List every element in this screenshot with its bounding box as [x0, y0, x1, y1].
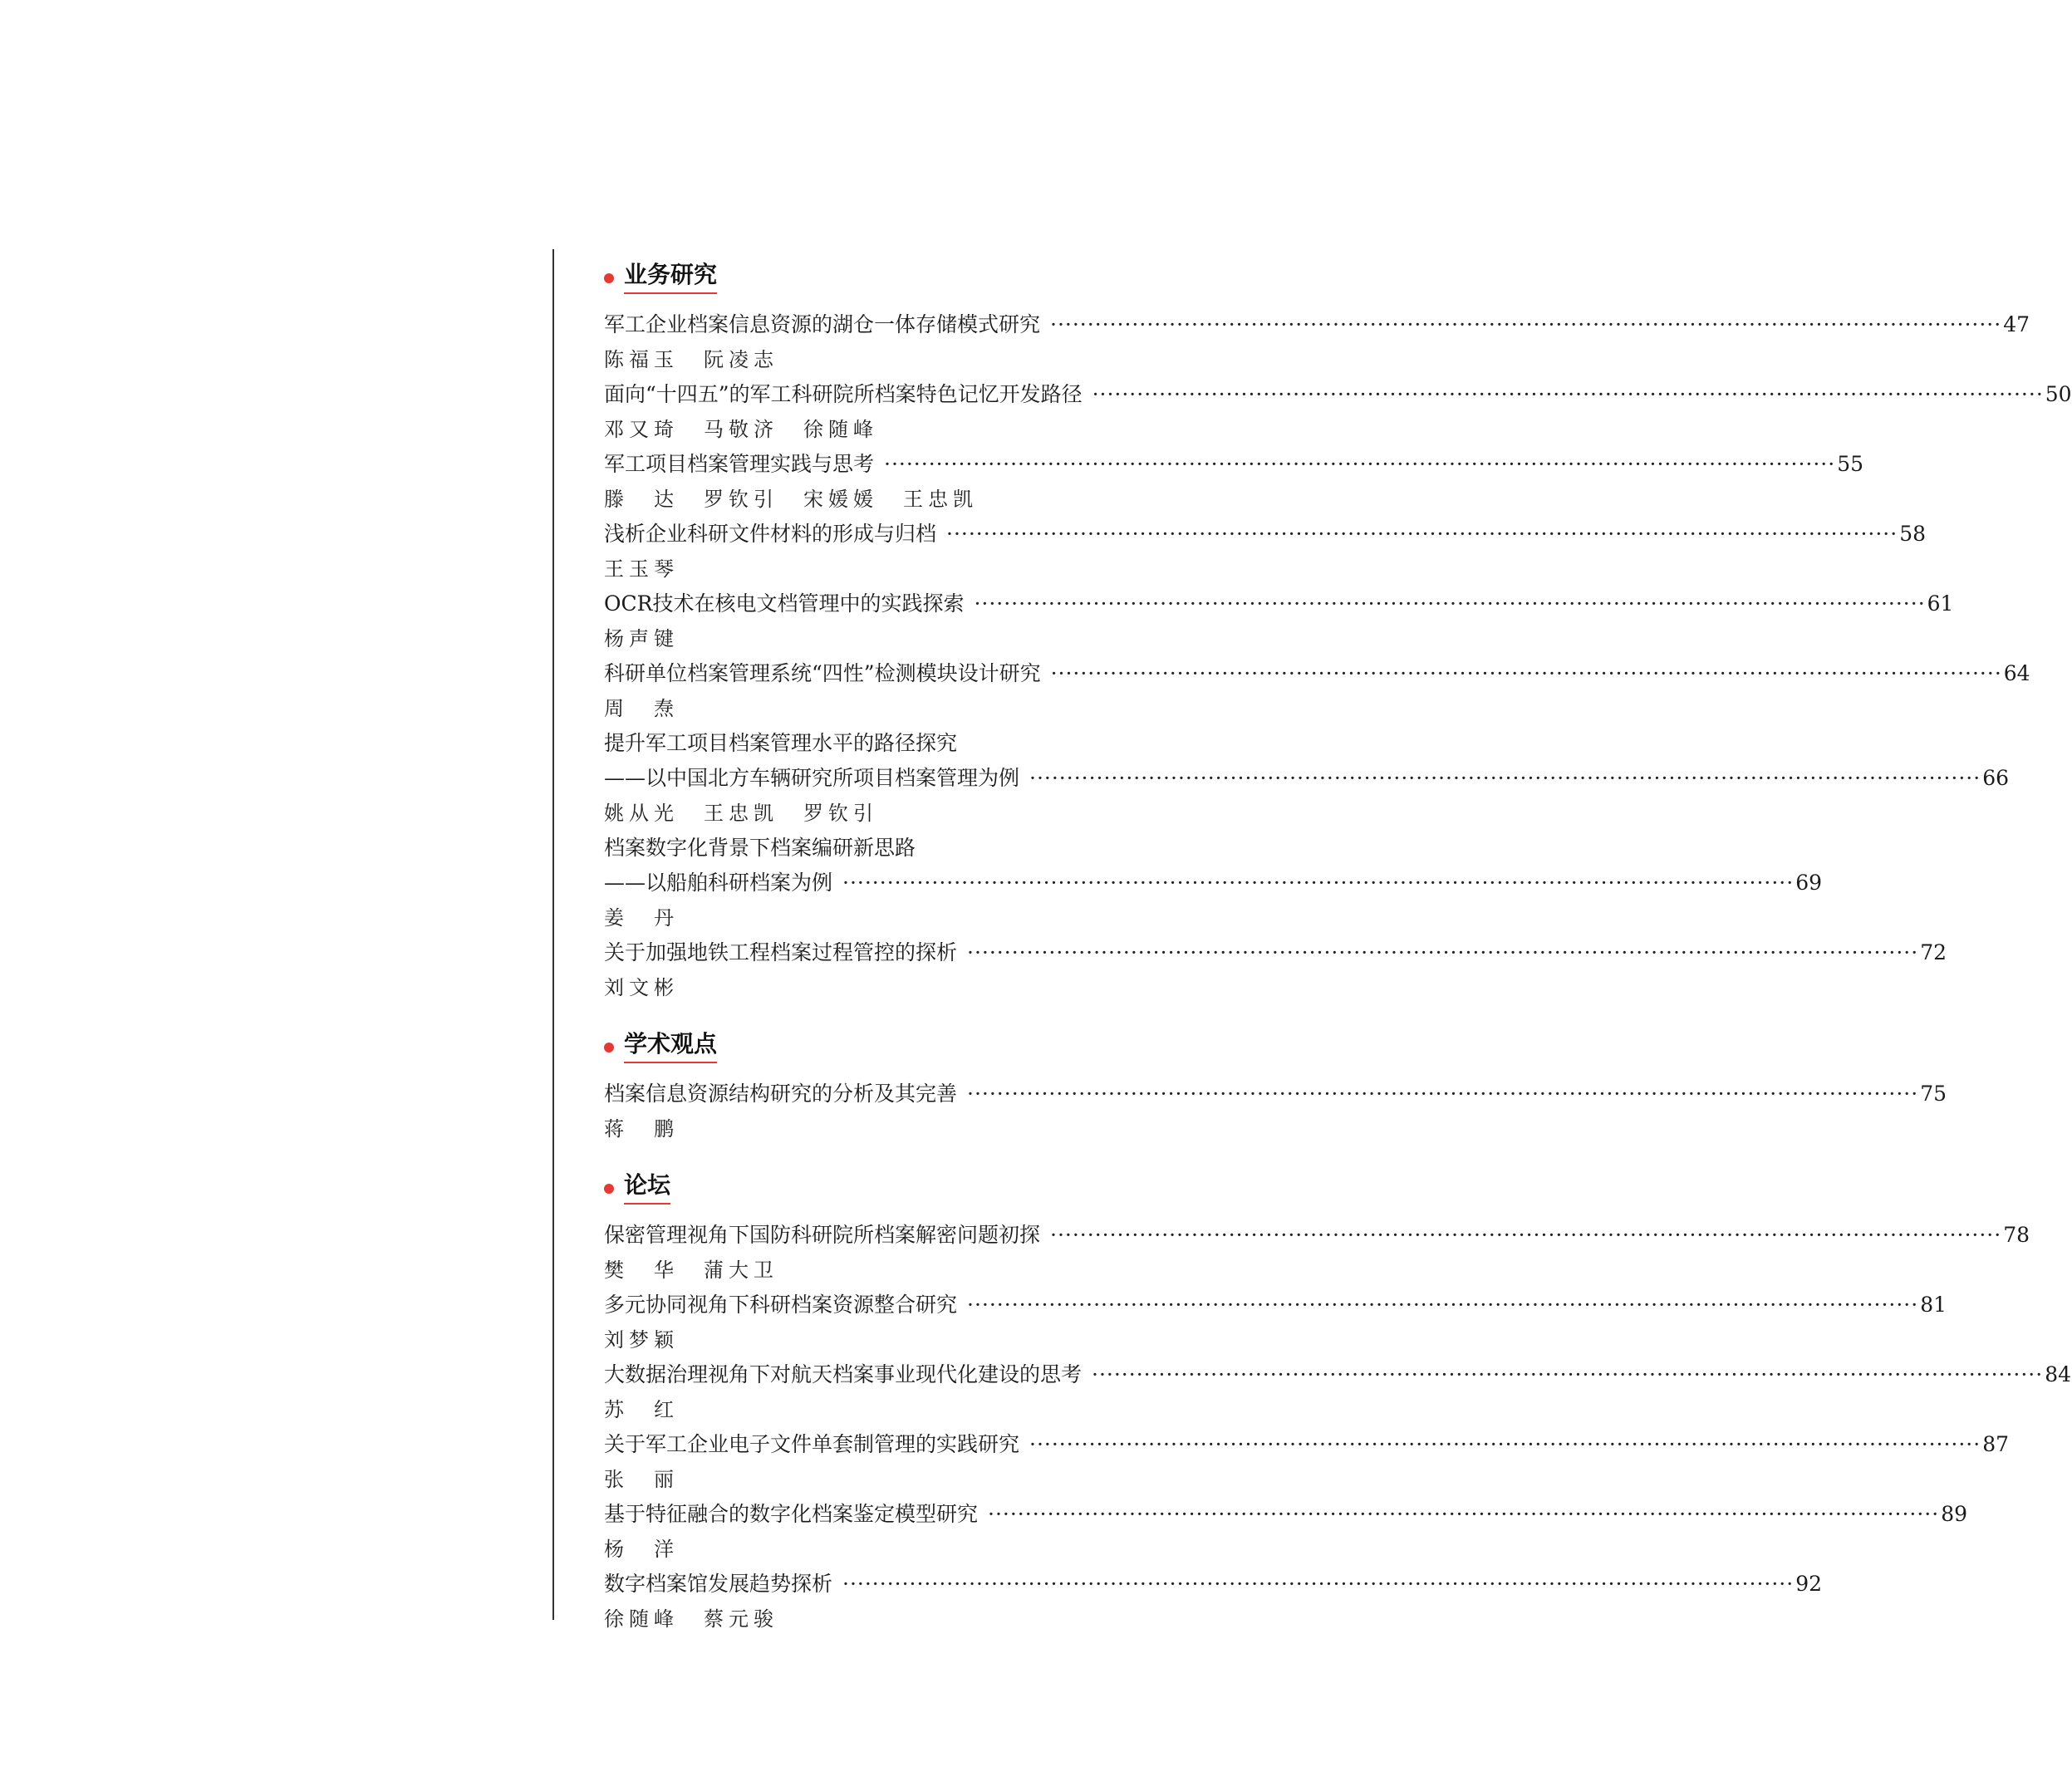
dot-leader	[1092, 377, 2044, 412]
entry-title-line	[604, 447, 1864, 482]
toc-entry[interactable]	[604, 831, 1823, 935]
page-number: 89	[1941, 1502, 1968, 1526]
entry-title: 面向“十四五”的军工科研院所档案特色记忆开发路径	[604, 382, 1083, 406]
dot-leader	[842, 1567, 1794, 1602]
entry-authors: 邓又琦 马敬济 徐随峰	[604, 418, 878, 441]
toc-entry[interactable]	[604, 1288, 1947, 1357]
entry-title-line	[604, 1497, 1968, 1532]
dot-leader	[967, 1077, 1918, 1111]
entry-title: 大数据治理视角下对航天档案事业现代化建设的思考	[604, 1362, 1083, 1386]
section-header	[604, 1028, 1187, 1067]
entry-authors: 蒋 鹏	[604, 1117, 679, 1141]
table-of-contents	[604, 259, 2072, 1660]
dot-leader	[1051, 656, 2002, 691]
red-bullet-icon	[604, 1184, 614, 1194]
section-header	[604, 1170, 1187, 1208]
dot-leader	[988, 1497, 1939, 1532]
entry-authors: 杨声键	[604, 627, 679, 650]
entry-title: 档案数字化背景下档案编研新思路	[604, 836, 916, 860]
entry-authors: 滕 达 罗钦引 宋媛媛 王忠凯	[604, 488, 978, 511]
red-bullet-icon	[604, 1043, 614, 1053]
entry-title-line	[604, 1288, 1947, 1322]
dot-leader	[1029, 1427, 1981, 1462]
red-bullet-icon	[604, 273, 614, 283]
toc-entry[interactable]	[604, 517, 1927, 586]
dot-leader	[946, 517, 1898, 552]
dot-leader	[1029, 761, 1981, 796]
entry-title-line	[604, 656, 2030, 691]
entry-authors: 刘梦颖	[604, 1328, 679, 1352]
page-number: 55	[1837, 452, 1864, 476]
toc-entry[interactable]	[604, 1218, 2030, 1288]
entry-title: 关于加强地铁工程档案过程管控的探析	[604, 940, 958, 964]
page-number: 69	[1795, 871, 1823, 895]
vertical-rule	[552, 249, 554, 1620]
entry-authors: 姚从光 王忠凯 罗钦引	[604, 802, 878, 825]
entry-title: 关于军工企业电子文件单套制管理的实践研究	[604, 1432, 1020, 1456]
dot-leader	[1092, 1357, 2043, 1392]
entry-subtitle: ——以中国北方车辆研究所项目档案管理为例	[604, 766, 1020, 790]
entry-authors: 徐随峰 蔡元骏	[604, 1607, 778, 1631]
toc-entry[interactable]	[604, 935, 1947, 1005]
page-number: 78	[2003, 1223, 2030, 1247]
toc-entry[interactable]	[604, 1077, 1947, 1146]
entry-title-line	[604, 1427, 2010, 1462]
page-number: 92	[1795, 1572, 1823, 1596]
dot-leader	[842, 866, 1794, 900]
page-number: 75	[1920, 1082, 1947, 1106]
toc-entry[interactable]	[604, 307, 2030, 377]
entry-title: 浅析企业科研文件材料的形成与归档	[604, 522, 937, 546]
entry-title-line	[604, 1077, 1947, 1111]
toc-entry[interactable]	[604, 586, 1954, 656]
toc-entry[interactable]	[604, 1427, 2010, 1497]
page-number: 72	[1920, 940, 1947, 964]
entry-authors: 周 焘	[604, 697, 679, 720]
dot-leader	[1050, 307, 2001, 342]
section-header	[604, 259, 1187, 297]
dot-leader	[967, 935, 1918, 970]
entry-title: 科研单位档案管理系统“四性”检测模块设计研究	[604, 661, 1041, 685]
entry-authors: 杨 洋	[604, 1538, 679, 1561]
entry-title-line	[604, 935, 1947, 970]
entry-title: 档案信息资源结构研究的分析及其完善	[604, 1082, 958, 1106]
page-number: 87	[1982, 1432, 2010, 1456]
entry-subtitle-line	[604, 866, 1823, 900]
entry-title-line	[604, 517, 1927, 552]
page-number: 50	[2045, 382, 2072, 406]
page-number: 81	[1920, 1293, 1947, 1317]
entry-title: 数字档案馆发展趋势探析	[604, 1572, 833, 1596]
entry-title-line	[604, 586, 1954, 621]
entry-title: 军工企业档案信息资源的湖仓一体存储模式研究	[604, 312, 1041, 336]
page-number: 66	[1982, 766, 2010, 790]
toc-entry[interactable]	[604, 726, 2010, 831]
section-title: 业务研究	[624, 263, 717, 295]
entry-title: 军工项目档案管理实践与思考	[604, 452, 875, 476]
dot-leader	[967, 1288, 1918, 1322]
section-title: 学术观点	[624, 1032, 717, 1064]
entry-authors: 樊 华 蒲大卫	[604, 1259, 778, 1282]
dot-leader	[974, 586, 1925, 621]
entry-title-line	[604, 726, 1187, 761]
toc-entry[interactable]	[604, 377, 2072, 447]
entry-title: 提升军工项目档案管理水平的路径探究	[604, 731, 958, 755]
section-title: 论坛	[624, 1173, 670, 1205]
entry-title: 基于特征融合的数字化档案鉴定模型研究	[604, 1502, 979, 1526]
dot-leader	[884, 447, 1835, 482]
entry-subtitle-line	[604, 761, 2010, 796]
entry-title: 多元协同视角下科研档案资源整合研究	[604, 1293, 958, 1317]
toc-section	[604, 1028, 1947, 1146]
page-number: 47	[2003, 312, 2030, 336]
entry-authors: 刘文彬	[604, 976, 679, 999]
page-number: 58	[1899, 522, 1927, 546]
toc-entry[interactable]	[604, 1567, 1823, 1636]
entry-title: OCR技术在核电文档管理中的实践探索	[604, 591, 965, 616]
entry-title-line	[604, 1218, 2030, 1253]
toc-section	[604, 1170, 2072, 1636]
toc-entry[interactable]	[604, 447, 1864, 517]
entry-title-line	[604, 307, 2030, 342]
page-number: 64	[2003, 661, 2030, 685]
entry-authors: 王玉琴	[604, 557, 679, 581]
entry-authors: 苏 红	[604, 1398, 679, 1421]
page-number: 84	[2045, 1362, 2072, 1386]
entry-authors: 姜 丹	[604, 906, 679, 930]
toc-entry[interactable]	[604, 1497, 1968, 1567]
entry-title-line	[604, 1357, 2072, 1392]
entry-title-line	[604, 831, 1187, 866]
entry-title: 保密管理视角下国防科研院所档案解密问题初探	[604, 1223, 1041, 1247]
entry-title-line	[604, 1567, 1823, 1602]
toc-entry[interactable]	[604, 656, 2030, 726]
entry-authors: 陈福玉 阮凌志	[604, 348, 778, 371]
page-number: 61	[1927, 591, 1954, 616]
toc-entry[interactable]	[604, 1357, 2072, 1427]
entry-authors: 张 丽	[604, 1468, 679, 1491]
toc-section	[604, 259, 2072, 1005]
entry-subtitle: ——以船舶科研档案为例	[604, 871, 833, 895]
entry-title-line	[604, 377, 2072, 412]
dot-leader	[1050, 1218, 2001, 1253]
